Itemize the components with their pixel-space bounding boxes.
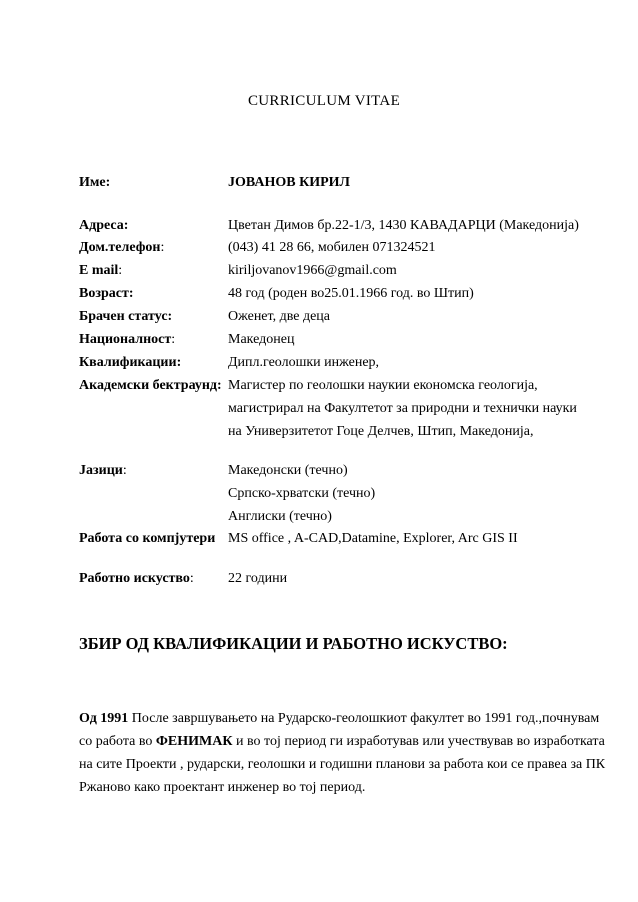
field-row-academic-cont bbox=[0, 421, 638, 443]
email-label-text: E mail bbox=[79, 263, 119, 278]
email-label-colon: : bbox=[118, 263, 123, 278]
document-title: CURRICULUM VITAE bbox=[247, 93, 401, 109]
experience-label-text: Работно искуство bbox=[79, 571, 190, 586]
academic-line: магистрирал на Факултетот за природни и технички науки bbox=[228, 401, 577, 416]
paragraph-line: Ржаново како проектант инженер во тој период. bbox=[79, 780, 366, 795]
language-item: Англиски (течно) bbox=[228, 509, 332, 524]
field-row-marital bbox=[0, 306, 638, 328]
field-row-languages-cont bbox=[0, 506, 638, 528]
phone-label-text: Дом.телефон bbox=[79, 240, 161, 255]
field-row-academic-cont bbox=[0, 398, 638, 420]
section-heading: ЗБИР ОД КВАЛИФИКАЦИИ И РАБОТНО ИСКУСТВО: bbox=[79, 634, 508, 653]
email-label bbox=[79, 260, 122, 282]
address-value: Цветан Димов бр.22-1/3, 1430 КАВАДАРЦИ (Македонија) bbox=[228, 218, 579, 233]
age-value: 48 год (роден во25.01.1966 год. во Штип) bbox=[228, 286, 474, 301]
field-row-computer bbox=[0, 528, 638, 550]
qualifications-label: Квалификации: bbox=[79, 355, 182, 370]
academic-label: Академски бектраунд: bbox=[79, 378, 222, 393]
academic-line: на Универзитетот Гоце Делчев, Штип, Македонија, bbox=[228, 424, 534, 439]
languages-label-text: Јазици bbox=[79, 463, 123, 478]
name-label: Име: bbox=[79, 175, 111, 190]
company-name: ФЕНИМАК bbox=[155, 734, 233, 749]
field-row-age bbox=[0, 283, 638, 305]
paragraph-line: на сите Проекти , рударски, геолошки и годишни планови за работа кои се правеа за ПК bbox=[79, 757, 606, 772]
field-row-email bbox=[0, 260, 638, 282]
languages-label bbox=[79, 460, 127, 482]
phone-label-colon: : bbox=[160, 240, 165, 255]
paragraph-line bbox=[79, 731, 605, 753]
address-label: Адреса: bbox=[79, 218, 129, 233]
paragraph-text: После завршувањето на Рударско-геолошкиот факултет во 1991 год.,почнувам bbox=[128, 711, 600, 726]
paragraph-year: Од 1991 bbox=[79, 711, 129, 726]
paragraph-text: со работа во bbox=[79, 734, 156, 749]
marital-value: Оженет, две деца bbox=[228, 309, 330, 324]
field-row-phone bbox=[0, 237, 638, 259]
language-item: Српско-хрватски (течно) bbox=[228, 486, 376, 501]
marital-label: Брачен статус: bbox=[79, 309, 173, 324]
field-row-experience bbox=[0, 568, 638, 590]
experience-label-colon: : bbox=[189, 571, 194, 586]
nationality-label-text: Националност bbox=[79, 332, 172, 347]
field-row-address bbox=[0, 215, 638, 237]
field-row-academic bbox=[0, 375, 638, 397]
name-value: ЈОВАНОВ КИРИЛ bbox=[228, 175, 350, 190]
academic-line: Магистер по геолошки наукии економска геологија, bbox=[228, 378, 538, 393]
field-row-languages-cont bbox=[0, 483, 638, 505]
phone-label bbox=[79, 237, 164, 259]
field-row-name bbox=[0, 172, 638, 194]
field-row-languages bbox=[0, 460, 638, 482]
computer-label: Работа со компјутери bbox=[79, 531, 216, 546]
experience-label bbox=[79, 568, 194, 590]
languages-label-colon: : bbox=[122, 463, 127, 478]
field-row-qualifications bbox=[0, 352, 638, 374]
paragraph-line bbox=[79, 708, 600, 730]
computer-value: MS office , A-CAD,Datamine, Explorer, Arc GIS II bbox=[228, 531, 518, 546]
qualifications-value: Дипл.геолошки инженер, bbox=[228, 355, 380, 370]
field-row-nationality bbox=[0, 329, 638, 351]
language-item: Македонски (течно) bbox=[228, 463, 348, 478]
email-value: kiriljovanov1966@gmail.com bbox=[228, 263, 397, 278]
nationality-label bbox=[79, 329, 175, 351]
age-label: Возраст: bbox=[79, 286, 134, 301]
paragraph-text: и во тој период ги изработував или учествував во изработката bbox=[232, 734, 605, 749]
experience-value: 22 години bbox=[228, 571, 288, 586]
nationality-label-colon: : bbox=[171, 332, 176, 347]
phone-value: (043) 41 28 66, мобилен 071324521 bbox=[228, 240, 436, 255]
nationality-value: Македонец bbox=[228, 332, 295, 347]
